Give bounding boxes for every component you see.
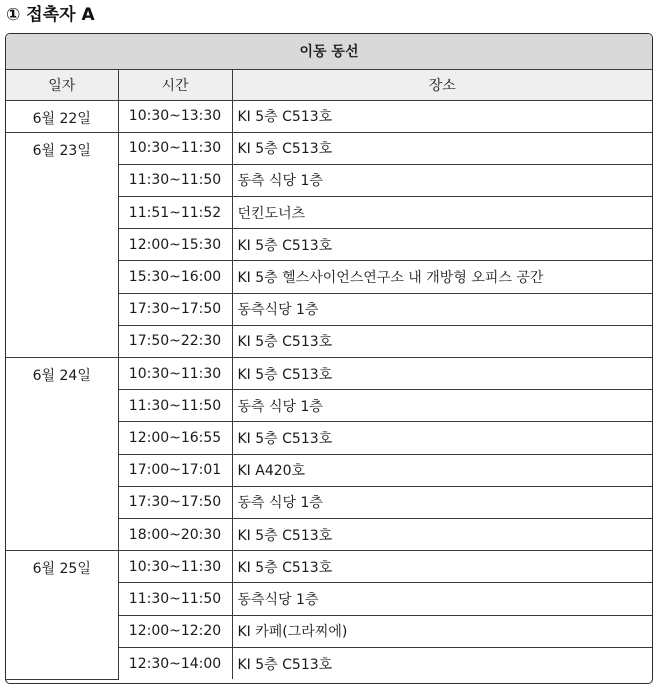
- place-cell: KI A420호: [232, 454, 652, 486]
- date-cell: 6월 23일: [6, 132, 118, 357]
- time-cell: 17:00~17:01: [118, 454, 232, 486]
- time-cell: 15:30~16:00: [118, 261, 232, 293]
- time-cell: 12:30~14:00: [118, 647, 232, 679]
- page-heading: ① 접촉자 A: [6, 5, 95, 25]
- time-cell: 10:30~11:30: [118, 358, 232, 390]
- table-row: [6, 100, 652, 132]
- table-row: [6, 132, 652, 164]
- place-cell: 동측 식당 1층: [232, 164, 652, 196]
- time-cell: 18:00~20:30: [118, 518, 232, 550]
- place-cell: KI 5층 C513호: [232, 518, 652, 550]
- place-cell: KI 5층 C513호: [232, 325, 652, 357]
- time-cell: 10:30~13:30: [118, 100, 232, 132]
- place-cell: KI 5층 C513호: [232, 229, 652, 261]
- table-row: [6, 551, 652, 583]
- table-header-row: [6, 69, 652, 100]
- time-cell: 17:30~17:50: [118, 293, 232, 325]
- table-title: 이동 동선: [6, 34, 652, 69]
- column-header-date: 일자: [6, 69, 118, 100]
- time-cell: 11:51~11:52: [118, 197, 232, 229]
- place-cell: KI 카페(그라찌에): [232, 615, 652, 647]
- place-cell: 동측식당 1층: [232, 583, 652, 615]
- table-title-row: [6, 34, 652, 69]
- date-cell: 6월 25일: [6, 551, 118, 680]
- time-cell: 10:30~11:30: [118, 132, 232, 164]
- place-cell: KI 5층 헬스사이언스연구소 내 개방형 오피스 공간: [232, 261, 652, 293]
- place-cell: KI 5층 C513호: [232, 551, 652, 583]
- date-cell: 6월 22일: [6, 100, 118, 132]
- table-body: [6, 100, 652, 679]
- place-cell: 동측 식당 1층: [232, 390, 652, 422]
- time-cell: 11:30~11:50: [118, 583, 232, 615]
- column-header-time: 시간: [118, 69, 232, 100]
- route-table-container: [5, 33, 653, 684]
- place-cell: 동측식당 1층: [232, 293, 652, 325]
- time-cell: 12:00~15:30: [118, 229, 232, 261]
- place-cell: KI 5층 C513호: [232, 647, 652, 679]
- place-cell: 던킨도너츠: [232, 197, 652, 229]
- time-cell: 11:30~11:50: [118, 164, 232, 196]
- column-header-place: 장소: [232, 69, 652, 100]
- place-cell: KI 5층 C513호: [232, 132, 652, 164]
- place-cell: KI 5층 C513호: [232, 422, 652, 454]
- place-cell: KI 5층 C513호: [232, 358, 652, 390]
- time-cell: 17:50~22:30: [118, 325, 232, 357]
- time-cell: 17:30~17:50: [118, 486, 232, 518]
- time-cell: 10:30~11:30: [118, 551, 232, 583]
- place-cell: 동측 식당 1층: [232, 486, 652, 518]
- route-table: [6, 34, 652, 680]
- time-cell: 12:00~16:55: [118, 422, 232, 454]
- date-cell: 6월 24일: [6, 358, 118, 551]
- time-cell: 11:30~11:50: [118, 390, 232, 422]
- place-cell: KI 5층 C513호: [232, 100, 652, 132]
- time-cell: 12:00~12:20: [118, 615, 232, 647]
- table-row: [6, 358, 652, 390]
